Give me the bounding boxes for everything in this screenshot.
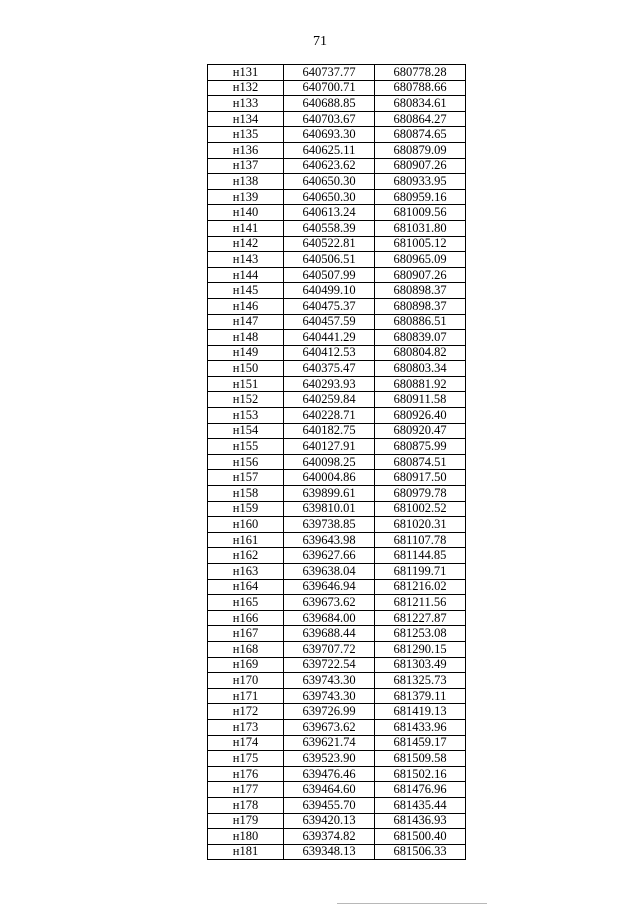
table-row (208, 486, 466, 502)
point-id-cell: н181 (208, 844, 284, 860)
table-row (208, 626, 466, 642)
x-coordinate-cell: 640507.99 (284, 267, 375, 283)
x-coordinate-cell: 640625.11 (284, 142, 375, 158)
y-coordinate-cell: 681020.31 (375, 517, 466, 533)
table-row (208, 439, 466, 455)
table-row (208, 517, 466, 533)
y-coordinate-cell: 680834.61 (375, 96, 466, 112)
y-coordinate-cell: 681107.78 (375, 532, 466, 548)
point-id-cell: н167 (208, 626, 284, 642)
y-coordinate-cell: 680881.92 (375, 376, 466, 392)
y-coordinate-cell: 680898.37 (375, 283, 466, 299)
point-id-cell: н165 (208, 595, 284, 611)
table-row (208, 454, 466, 470)
x-coordinate-cell: 639627.66 (284, 548, 375, 564)
point-id-cell: н161 (208, 532, 284, 548)
table-row (208, 813, 466, 829)
table-row (208, 673, 466, 689)
y-coordinate-cell: 681459.17 (375, 735, 466, 751)
x-coordinate-cell: 640375.47 (284, 361, 375, 377)
x-coordinate-cell: 640623.62 (284, 158, 375, 174)
x-coordinate-cell: 639455.70 (284, 797, 375, 813)
point-id-cell: н134 (208, 111, 284, 127)
x-coordinate-cell: 640703.67 (284, 111, 375, 127)
point-id-cell: н151 (208, 376, 284, 392)
y-coordinate-cell: 680788.66 (375, 80, 466, 96)
x-coordinate-cell: 640688.85 (284, 96, 375, 112)
y-coordinate-cell: 681031.80 (375, 220, 466, 236)
y-coordinate-cell: 681500.40 (375, 829, 466, 845)
table-row (208, 548, 466, 564)
y-coordinate-cell: 681009.56 (375, 205, 466, 221)
table-row (208, 376, 466, 392)
y-coordinate-cell: 680879.09 (375, 142, 466, 158)
table-row (208, 252, 466, 268)
table-row (208, 283, 466, 299)
point-id-cell: н133 (208, 96, 284, 112)
table-row (208, 220, 466, 236)
y-coordinate-cell: 680933.95 (375, 174, 466, 190)
x-coordinate-cell: 640457.59 (284, 314, 375, 330)
point-id-cell: н177 (208, 782, 284, 798)
x-coordinate-cell: 639476.46 (284, 766, 375, 782)
table-row (208, 797, 466, 813)
y-coordinate-cell: 680864.27 (375, 111, 466, 127)
y-coordinate-cell: 681509.58 (375, 751, 466, 767)
y-coordinate-cell: 681005.12 (375, 236, 466, 252)
table-row (208, 158, 466, 174)
y-coordinate-cell: 681502.16 (375, 766, 466, 782)
x-coordinate-cell: 640650.30 (284, 174, 375, 190)
point-id-cell: н155 (208, 439, 284, 455)
point-id-cell: н141 (208, 220, 284, 236)
table-row (208, 80, 466, 96)
table-row (208, 766, 466, 782)
point-id-cell: н144 (208, 267, 284, 283)
table-row (208, 392, 466, 408)
y-coordinate-cell: 680917.50 (375, 470, 466, 486)
y-coordinate-cell: 681379.11 (375, 688, 466, 704)
point-id-cell: н142 (208, 236, 284, 252)
table-row (208, 345, 466, 361)
y-coordinate-cell: 681290.15 (375, 641, 466, 657)
point-id-cell: н138 (208, 174, 284, 190)
table-row (208, 127, 466, 143)
x-coordinate-cell: 640737.77 (284, 65, 375, 81)
x-coordinate-cell: 640693.30 (284, 127, 375, 143)
y-coordinate-cell: 681216.02 (375, 579, 466, 595)
point-id-cell: н175 (208, 751, 284, 767)
point-id-cell: н159 (208, 501, 284, 517)
x-coordinate-cell: 639688.44 (284, 626, 375, 642)
y-coordinate-cell: 680907.26 (375, 158, 466, 174)
x-coordinate-cell: 640613.24 (284, 205, 375, 221)
point-id-cell: н173 (208, 719, 284, 735)
point-id-cell: н132 (208, 80, 284, 96)
y-coordinate-cell: 681144.85 (375, 548, 466, 564)
point-id-cell: н180 (208, 829, 284, 845)
point-id-cell: н162 (208, 548, 284, 564)
point-id-cell: н156 (208, 454, 284, 470)
table-row (208, 751, 466, 767)
y-coordinate-cell: 681325.73 (375, 673, 466, 689)
y-coordinate-cell: 680979.78 (375, 486, 466, 502)
table-row (208, 829, 466, 845)
table-row (208, 314, 466, 330)
table-row (208, 174, 466, 190)
table-row (208, 704, 466, 720)
point-id-cell: н178 (208, 797, 284, 813)
point-id-cell: н139 (208, 189, 284, 205)
point-id-cell: н176 (208, 766, 284, 782)
y-coordinate-cell: 681419.13 (375, 704, 466, 720)
point-id-cell: н148 (208, 330, 284, 346)
y-coordinate-cell: 680804.82 (375, 345, 466, 361)
table-row (208, 641, 466, 657)
table-row (208, 782, 466, 798)
point-id-cell: н131 (208, 65, 284, 81)
y-coordinate-cell: 681433.96 (375, 719, 466, 735)
point-id-cell: н174 (208, 735, 284, 751)
table-row (208, 236, 466, 252)
x-coordinate-cell: 640650.30 (284, 189, 375, 205)
y-coordinate-cell: 680886.51 (375, 314, 466, 330)
x-coordinate-cell: 639684.00 (284, 610, 375, 626)
y-coordinate-cell: 680898.37 (375, 298, 466, 314)
y-coordinate-cell: 680875.99 (375, 439, 466, 455)
y-coordinate-cell: 680907.26 (375, 267, 466, 283)
x-coordinate-cell: 640228.71 (284, 408, 375, 424)
x-coordinate-cell: 640127.91 (284, 439, 375, 455)
table-row (208, 330, 466, 346)
y-coordinate-cell: 681506.33 (375, 844, 466, 860)
table-row (208, 470, 466, 486)
x-coordinate-cell: 639643.98 (284, 532, 375, 548)
table-row (208, 688, 466, 704)
point-id-cell: н166 (208, 610, 284, 626)
x-coordinate-cell: 639523.90 (284, 751, 375, 767)
x-coordinate-cell: 639374.82 (284, 829, 375, 845)
x-coordinate-cell: 639646.94 (284, 579, 375, 595)
y-coordinate-cell: 680778.28 (375, 65, 466, 81)
point-id-cell: н140 (208, 205, 284, 221)
x-coordinate-cell: 640441.29 (284, 330, 375, 346)
point-id-cell: н172 (208, 704, 284, 720)
point-id-cell: н170 (208, 673, 284, 689)
table-row (208, 657, 466, 673)
coordinates-table-body (208, 65, 466, 860)
x-coordinate-cell: 639726.99 (284, 704, 375, 720)
x-coordinate-cell: 639743.30 (284, 688, 375, 704)
table-row (208, 595, 466, 611)
y-coordinate-cell: 681436.93 (375, 813, 466, 829)
table-row (208, 408, 466, 424)
x-coordinate-cell: 639743.30 (284, 673, 375, 689)
point-id-cell: н149 (208, 345, 284, 361)
x-coordinate-cell: 639673.62 (284, 595, 375, 611)
x-coordinate-cell: 640098.25 (284, 454, 375, 470)
y-coordinate-cell: 680920.47 (375, 423, 466, 439)
table-row (208, 844, 466, 860)
x-coordinate-cell: 640522.81 (284, 236, 375, 252)
point-id-cell: н171 (208, 688, 284, 704)
y-coordinate-cell: 680874.65 (375, 127, 466, 143)
y-coordinate-cell: 680803.34 (375, 361, 466, 377)
y-coordinate-cell: 680911.58 (375, 392, 466, 408)
point-id-cell: н146 (208, 298, 284, 314)
x-coordinate-cell: 639722.54 (284, 657, 375, 673)
point-id-cell: н158 (208, 486, 284, 502)
table-row (208, 501, 466, 517)
y-coordinate-cell: 681227.87 (375, 610, 466, 626)
point-id-cell: н154 (208, 423, 284, 439)
point-id-cell: н135 (208, 127, 284, 143)
x-coordinate-cell: 640293.93 (284, 376, 375, 392)
table-row (208, 142, 466, 158)
y-coordinate-cell: 681303.49 (375, 657, 466, 673)
x-coordinate-cell: 639738.85 (284, 517, 375, 533)
x-coordinate-cell: 640558.39 (284, 220, 375, 236)
table-row (208, 189, 466, 205)
table-row (208, 719, 466, 735)
point-id-cell: н145 (208, 283, 284, 299)
x-coordinate-cell: 639673.62 (284, 719, 375, 735)
y-coordinate-cell: 680965.09 (375, 252, 466, 268)
table-row (208, 610, 466, 626)
x-coordinate-cell: 640506.51 (284, 252, 375, 268)
point-id-cell: н153 (208, 408, 284, 424)
x-coordinate-cell: 639638.04 (284, 564, 375, 580)
table-row (208, 361, 466, 377)
point-id-cell: н160 (208, 517, 284, 533)
point-id-cell: н150 (208, 361, 284, 377)
coordinates-table (207, 64, 466, 860)
x-coordinate-cell: 639621.74 (284, 735, 375, 751)
point-id-cell: н152 (208, 392, 284, 408)
table-row (208, 423, 466, 439)
x-coordinate-cell: 640412.53 (284, 345, 375, 361)
y-coordinate-cell: 680839.07 (375, 330, 466, 346)
point-id-cell: н179 (208, 813, 284, 829)
point-id-cell: н136 (208, 142, 284, 158)
table-row (208, 65, 466, 81)
y-coordinate-cell: 681211.56 (375, 595, 466, 611)
point-id-cell: н137 (208, 158, 284, 174)
table-row (208, 532, 466, 548)
x-coordinate-cell: 640259.84 (284, 392, 375, 408)
y-coordinate-cell: 680874.51 (375, 454, 466, 470)
point-id-cell: н157 (208, 470, 284, 486)
y-coordinate-cell: 681199.71 (375, 564, 466, 580)
y-coordinate-cell: 681476.96 (375, 782, 466, 798)
page-number: 71 (313, 34, 327, 49)
y-coordinate-cell: 680959.16 (375, 189, 466, 205)
table-row (208, 96, 466, 112)
table-row (208, 735, 466, 751)
x-coordinate-cell: 639348.13 (284, 844, 375, 860)
x-coordinate-cell: 640475.37 (284, 298, 375, 314)
y-coordinate-cell: 680926.40 (375, 408, 466, 424)
point-id-cell: н169 (208, 657, 284, 673)
x-coordinate-cell: 639420.13 (284, 813, 375, 829)
x-coordinate-cell: 640700.71 (284, 80, 375, 96)
x-coordinate-cell: 639707.72 (284, 641, 375, 657)
y-coordinate-cell: 681253.08 (375, 626, 466, 642)
table-row (208, 564, 466, 580)
point-id-cell: н164 (208, 579, 284, 595)
x-coordinate-cell: 639464.60 (284, 782, 375, 798)
x-coordinate-cell: 639899.61 (284, 486, 375, 502)
y-coordinate-cell: 681002.52 (375, 501, 466, 517)
point-id-cell: н163 (208, 564, 284, 580)
x-coordinate-cell: 640182.75 (284, 423, 375, 439)
point-id-cell: н147 (208, 314, 284, 330)
y-coordinate-cell: 681435.44 (375, 797, 466, 813)
x-coordinate-cell: 640004.86 (284, 470, 375, 486)
point-id-cell: н168 (208, 641, 284, 657)
page-bottom-rule (337, 903, 487, 904)
table-row (208, 267, 466, 283)
x-coordinate-cell: 640499.10 (284, 283, 375, 299)
point-id-cell: н143 (208, 252, 284, 268)
table-row (208, 298, 466, 314)
table-row (208, 111, 466, 127)
x-coordinate-cell: 639810.01 (284, 501, 375, 517)
table-row (208, 205, 466, 221)
table-row (208, 579, 466, 595)
